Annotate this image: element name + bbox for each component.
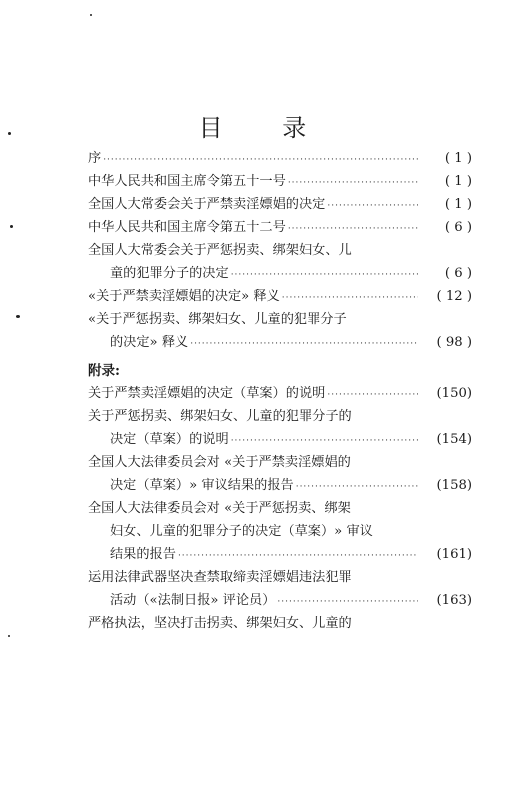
toc-entry-title: 决定（草案）的说明 bbox=[110, 432, 229, 447]
leader-dots bbox=[231, 264, 418, 287]
toc-page-number: ( 1 ) bbox=[444, 174, 472, 189]
toc-line bbox=[88, 428, 472, 451]
toc-entry bbox=[88, 308, 472, 354]
toc-entry-title: 全国人大常委会关于严惩拐卖、绑架妇女、儿 bbox=[88, 243, 352, 258]
toc-page-number: ( 6 ) bbox=[444, 266, 472, 281]
toc-entry bbox=[88, 612, 472, 635]
toc-line bbox=[88, 382, 472, 405]
toc-entry bbox=[88, 451, 472, 497]
leader-dots bbox=[282, 287, 418, 310]
toc-line bbox=[88, 331, 472, 354]
toc-entry-title: 妇女、儿童的犯罪分子的决定（草案）» 审议 bbox=[110, 524, 373, 539]
scan-speck bbox=[90, 14, 92, 16]
leader-dots bbox=[288, 218, 418, 241]
toc-entry-title: 结果的报告 bbox=[110, 547, 176, 562]
toc-line bbox=[88, 193, 472, 216]
toc-entry-title: 的决定» 释义 bbox=[110, 335, 189, 350]
toc-entry-title: 关于严禁卖淫嫖娼的决定（草案）的说明 bbox=[88, 386, 326, 401]
toc-entry-title: «关于严禁卖淫嫖娼的决定» 释义 bbox=[88, 289, 280, 304]
toc-line bbox=[88, 497, 472, 520]
toc-page-number: ( 1 ) bbox=[444, 151, 472, 166]
toc-line bbox=[88, 147, 472, 170]
leader-dots bbox=[288, 172, 418, 195]
toc-entry-title: 童的犯罪分子的决定 bbox=[110, 266, 229, 281]
toc-entry bbox=[88, 382, 472, 405]
toc-line bbox=[88, 589, 472, 612]
leader-dots bbox=[190, 333, 418, 356]
toc-entry-title: 活动（«法制日报» 评论员） bbox=[110, 593, 276, 608]
toc-main-list bbox=[88, 147, 472, 354]
scan-speck bbox=[16, 315, 20, 318]
toc-line bbox=[88, 405, 472, 428]
toc-entry bbox=[88, 497, 472, 566]
toc-entry bbox=[88, 216, 472, 239]
toc-page-number: (158) bbox=[436, 478, 472, 493]
appendix-heading: 附录: bbox=[88, 363, 120, 379]
toc-entry-title: 关于严惩拐卖、绑架妇女、儿童的犯罪分子的 bbox=[88, 409, 352, 424]
toc-entry bbox=[88, 170, 472, 193]
toc-entry-title: «关于严惩拐卖、绑架妇女、儿童的犯罪分子 bbox=[88, 312, 347, 327]
toc-line bbox=[88, 170, 472, 193]
toc-line bbox=[88, 566, 472, 589]
scan-speck bbox=[8, 635, 10, 637]
toc-page-number: (154) bbox=[436, 432, 472, 447]
scan-speck bbox=[10, 225, 13, 228]
toc-line bbox=[88, 239, 472, 262]
toc-line bbox=[88, 474, 472, 497]
toc-entry-title: 全国人大常委会关于严禁卖淫嫖娼的决定 bbox=[88, 197, 326, 212]
toc-entry-title: 全国人大法律委员会对 «关于严惩拐卖、绑架 bbox=[88, 501, 351, 516]
toc-page-number: (163) bbox=[436, 593, 472, 608]
toc-entry bbox=[88, 147, 472, 170]
toc-entry bbox=[88, 285, 472, 308]
toc-entry bbox=[88, 193, 472, 216]
toc-line bbox=[88, 612, 472, 635]
toc-line bbox=[88, 543, 472, 566]
toc-entry-title: 中华人民共和国主席令第五十二号 bbox=[88, 220, 286, 235]
leader-dots bbox=[277, 591, 418, 614]
toc-page-number: ( 6 ) bbox=[444, 220, 472, 235]
leader-dots bbox=[103, 149, 418, 172]
toc-entry-title: 全国人大法律委员会对 «关于严禁卖淫嫖娼的 bbox=[88, 455, 351, 470]
toc-page-number: ( 98 ) bbox=[436, 335, 472, 350]
toc-line bbox=[88, 520, 472, 543]
leader-dots bbox=[178, 545, 418, 568]
toc-line bbox=[88, 451, 472, 474]
toc-page-number: ( 1 ) bbox=[444, 197, 472, 212]
toc-entry-title: 中华人民共和国主席令第五十一号 bbox=[88, 174, 286, 189]
toc-entry bbox=[88, 239, 472, 285]
leader-dots bbox=[231, 430, 418, 453]
toc-line bbox=[88, 216, 472, 239]
toc-entry bbox=[88, 405, 472, 451]
toc-line bbox=[88, 262, 472, 285]
page-title: 目 录 bbox=[198, 114, 333, 142]
toc-entry bbox=[88, 566, 472, 612]
leader-dots bbox=[327, 384, 418, 407]
leader-dots bbox=[296, 476, 418, 499]
toc-appendix-list bbox=[88, 382, 472, 635]
leader-dots bbox=[327, 195, 418, 218]
toc-line bbox=[88, 308, 472, 331]
toc-entry-title: 运用法律武器坚决查禁取缔卖淫嫖娼违法犯罪 bbox=[88, 570, 352, 585]
toc-page-number: (161) bbox=[436, 547, 472, 562]
toc-page-number: (150) bbox=[436, 386, 472, 401]
toc-entry-title: 严格执法，坚决打击拐卖、绑架妇女、儿童的 bbox=[88, 616, 352, 631]
toc-entry-title: 序 bbox=[88, 151, 102, 166]
toc-page-number: ( 12 ) bbox=[436, 289, 472, 304]
toc-entry-title: 决定（草案）» 审议结果的报告 bbox=[110, 478, 294, 493]
toc-line bbox=[88, 285, 472, 308]
